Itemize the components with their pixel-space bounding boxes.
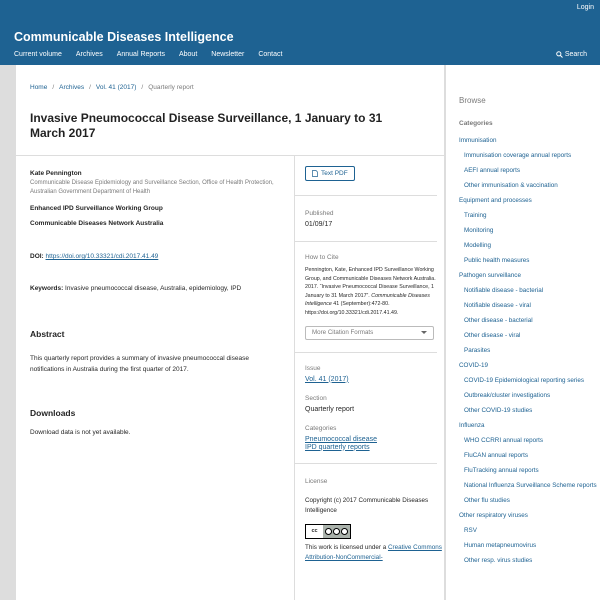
breadcrumb-home[interactable]: Home: [30, 84, 48, 91]
chevron-down-icon: [421, 331, 427, 334]
nav-annual-reports[interactable]: Annual Reports: [116, 51, 165, 58]
sidebar-category-link[interactable]: FluCAN annual reports: [464, 452, 529, 459]
sidebar: [446, 65, 600, 600]
sidebar-category-link[interactable]: Equipment and processes: [459, 197, 532, 204]
divider: [16, 155, 446, 156]
divider: [294, 241, 437, 242]
sidebar-category-link[interactable]: COVID-19: [459, 362, 489, 369]
sidebar-category-link[interactable]: Human metapneumovirus: [464, 542, 537, 549]
divider: [294, 352, 437, 353]
downloads-text: Download data is not yet available.: [30, 429, 131, 436]
license-label: License: [305, 477, 328, 485]
breadcrumb-current: Quarterly report: [148, 84, 194, 91]
citation-block: [305, 254, 445, 340]
search-label: Search: [564, 51, 587, 58]
nav-current-volume[interactable]: Current volume: [14, 51, 62, 58]
sidebar-category-link[interactable]: Notifiable disease - viral: [464, 302, 531, 309]
sidebar-category-link[interactable]: National Influenza Surveillance Scheme reports: [464, 482, 597, 489]
categories-heading: Categories: [459, 120, 493, 127]
primary-nav: [14, 51, 296, 58]
categories-label: Categories: [305, 424, 337, 432]
browse-heading: Browse: [459, 96, 486, 105]
abstract-text: This quarterly report provides a summary of invasive pneumococcal disease notifications in Australia during the first quarter of 2017.: [30, 355, 249, 373]
sidebar-category-link[interactable]: Training: [464, 212, 487, 219]
published-value: 01/09/17: [305, 221, 333, 228]
category-list: [459, 136, 597, 571]
sidebar-category-link[interactable]: Other disease - bacterial: [464, 317, 533, 324]
article-details: [305, 166, 445, 563]
article-main: [15, 65, 445, 600]
sidebar-category-link[interactable]: Immunisation: [459, 137, 497, 144]
sidebar-category-link[interactable]: FluTracking annual reports: [464, 467, 539, 474]
site-header: [0, 0, 600, 65]
license-block: [305, 478, 445, 563]
author-affiliation: Communicable Disease Epidemiology and Surveillance Section, Office of Health Protection, Australian Government Department of Health: [30, 180, 274, 195]
breadcrumb: Home / Archives / Vol. 41 (2017) / Quarterly report: [30, 84, 194, 91]
sidebar-category-link[interactable]: COVID-19 Epidemiological reporting series: [464, 377, 585, 384]
keywords-row: [30, 284, 285, 293]
pdf-download-button[interactable]: [305, 166, 355, 181]
citation-text-part: 41 (September):472-80. https://doi.org/10.33321/cdi.2017.41.49.: [305, 301, 399, 316]
page-title: Invasive Pneumococcal Disease Surveillance, 1 January to 31 March 2017: [30, 111, 383, 140]
sidebar-category-link[interactable]: Other immunisation & vaccination: [464, 182, 558, 189]
sidebar-category-link[interactable]: Influenza: [459, 422, 485, 429]
citation-text: [305, 266, 445, 318]
noncommercial-icon: [333, 528, 340, 535]
sidebar-category-link[interactable]: Notifiable disease - bacterial: [464, 287, 544, 294]
license-text-part: This work is licensed under a: [305, 543, 388, 551]
pdf-button-label: Text PDF: [321, 170, 348, 177]
sidebar-category-link[interactable]: RSV: [464, 527, 477, 534]
sidebar-category-link[interactable]: Monitoring: [464, 227, 494, 234]
sidebar-category-link[interactable]: Other resp. virus studies: [464, 557, 533, 564]
breadcrumb-volume[interactable]: Vol. 41 (2017): [95, 84, 137, 91]
cc-license-badge[interactable]: [305, 524, 351, 539]
divider: [294, 155, 295, 600]
sidebar-category-link[interactable]: Other disease - viral: [464, 332, 521, 339]
keywords-label: Keywords:: [30, 285, 64, 292]
copyright-text: Copyright (c) 2017 Communicable Diseases Intelligence: [305, 496, 429, 514]
divider: [294, 463, 437, 464]
nav-about[interactable]: About: [178, 51, 198, 58]
doi-link[interactable]: https://doi.org/10.33321/cdi.2017.41.49: [45, 253, 159, 260]
categories-block: [305, 425, 445, 451]
sidebar-category-link[interactable]: Other respiratory viruses: [459, 512, 528, 519]
breadcrumb-archives[interactable]: Archives: [59, 84, 85, 91]
file-icon: [312, 170, 318, 177]
abstract-heading: Abstract: [30, 329, 65, 339]
citation-journal: Communicable Diseases Intelligence: [305, 292, 430, 308]
category-link[interactable]: IPD quarterly reports: [305, 443, 370, 451]
search-link[interactable]: [556, 51, 587, 58]
search-icon: [556, 51, 563, 58]
sidebar-category-link[interactable]: Other flu studies: [464, 497, 510, 504]
sidebar-category-link[interactable]: Modelling: [464, 242, 491, 249]
nav-newsletter[interactable]: Newsletter: [211, 51, 245, 58]
license-text: [305, 543, 445, 563]
sidebar-category-link[interactable]: Immunisation coverage annual reports: [464, 152, 572, 159]
noderivs-icon: [341, 528, 348, 535]
doi-label: DOI:: [30, 253, 44, 260]
issue-label: Issue: [305, 364, 321, 372]
nav-contact[interactable]: Contact: [258, 51, 283, 58]
section-label: Section: [305, 394, 327, 402]
sidebar-category-link[interactable]: WHO CCRRI annual reports: [464, 437, 544, 444]
cite-label: How to Cite: [305, 254, 339, 261]
license-link[interactable]: Creative Commons Attribution-NonCommercial-: [305, 543, 442, 561]
published-block: [305, 210, 445, 228]
issue-link[interactable]: Vol. 41 (2017): [305, 375, 349, 383]
sidebar-category-link[interactable]: Other COVID-19 studies: [464, 407, 533, 414]
section-block: [305, 395, 445, 413]
category-link[interactable]: Pneumococcal disease: [305, 435, 377, 443]
doi-row: [30, 253, 285, 260]
sidebar-category-link[interactable]: AEFI annual reports: [464, 167, 521, 174]
divider: [294, 195, 437, 196]
sidebar-category-link[interactable]: Pathogen surveillance: [459, 272, 521, 279]
sidebar-category-link[interactable]: Parasites: [464, 347, 491, 354]
attribution-icon: [325, 528, 332, 535]
citation-format-select[interactable]: [305, 326, 434, 340]
site-title[interactable]: Communicable Diseases Intelligence: [14, 30, 234, 44]
citation-format-label: More Citation Formats: [312, 329, 374, 337]
author-name: Kate Pennington: [30, 170, 82, 177]
sidebar-category-link[interactable]: Public health measures: [464, 257, 530, 264]
issue-block: [305, 365, 445, 383]
author-group: Communicable Diseases Network Australia: [30, 220, 164, 227]
article-body: [30, 170, 285, 436]
login-link[interactable]: Login: [576, 4, 594, 11]
keywords-value: Invasive pneumococcal disease, Australia, epidemiology, IPD: [65, 285, 242, 292]
sidebar-category-link[interactable]: Outbreak/cluster investigations: [464, 392, 551, 399]
downloads-heading: Downloads: [30, 408, 76, 418]
author-group: Enhanced IPD Surveillance Working Group: [30, 205, 163, 212]
cc-icon: cc: [306, 525, 323, 538]
section-value: Quarterly report: [305, 405, 355, 413]
citation-text-part: Pennington, Kate, Enhanced IPD Surveillance Working Group, and Communicable Diseases Network Australia. 2017. “Invasive Pneumococcal Disease Surveillance, 1 January to 31 March 2017”.: [305, 267, 436, 299]
published-label: Published: [305, 210, 334, 217]
nav-archives[interactable]: Archives: [75, 51, 103, 58]
